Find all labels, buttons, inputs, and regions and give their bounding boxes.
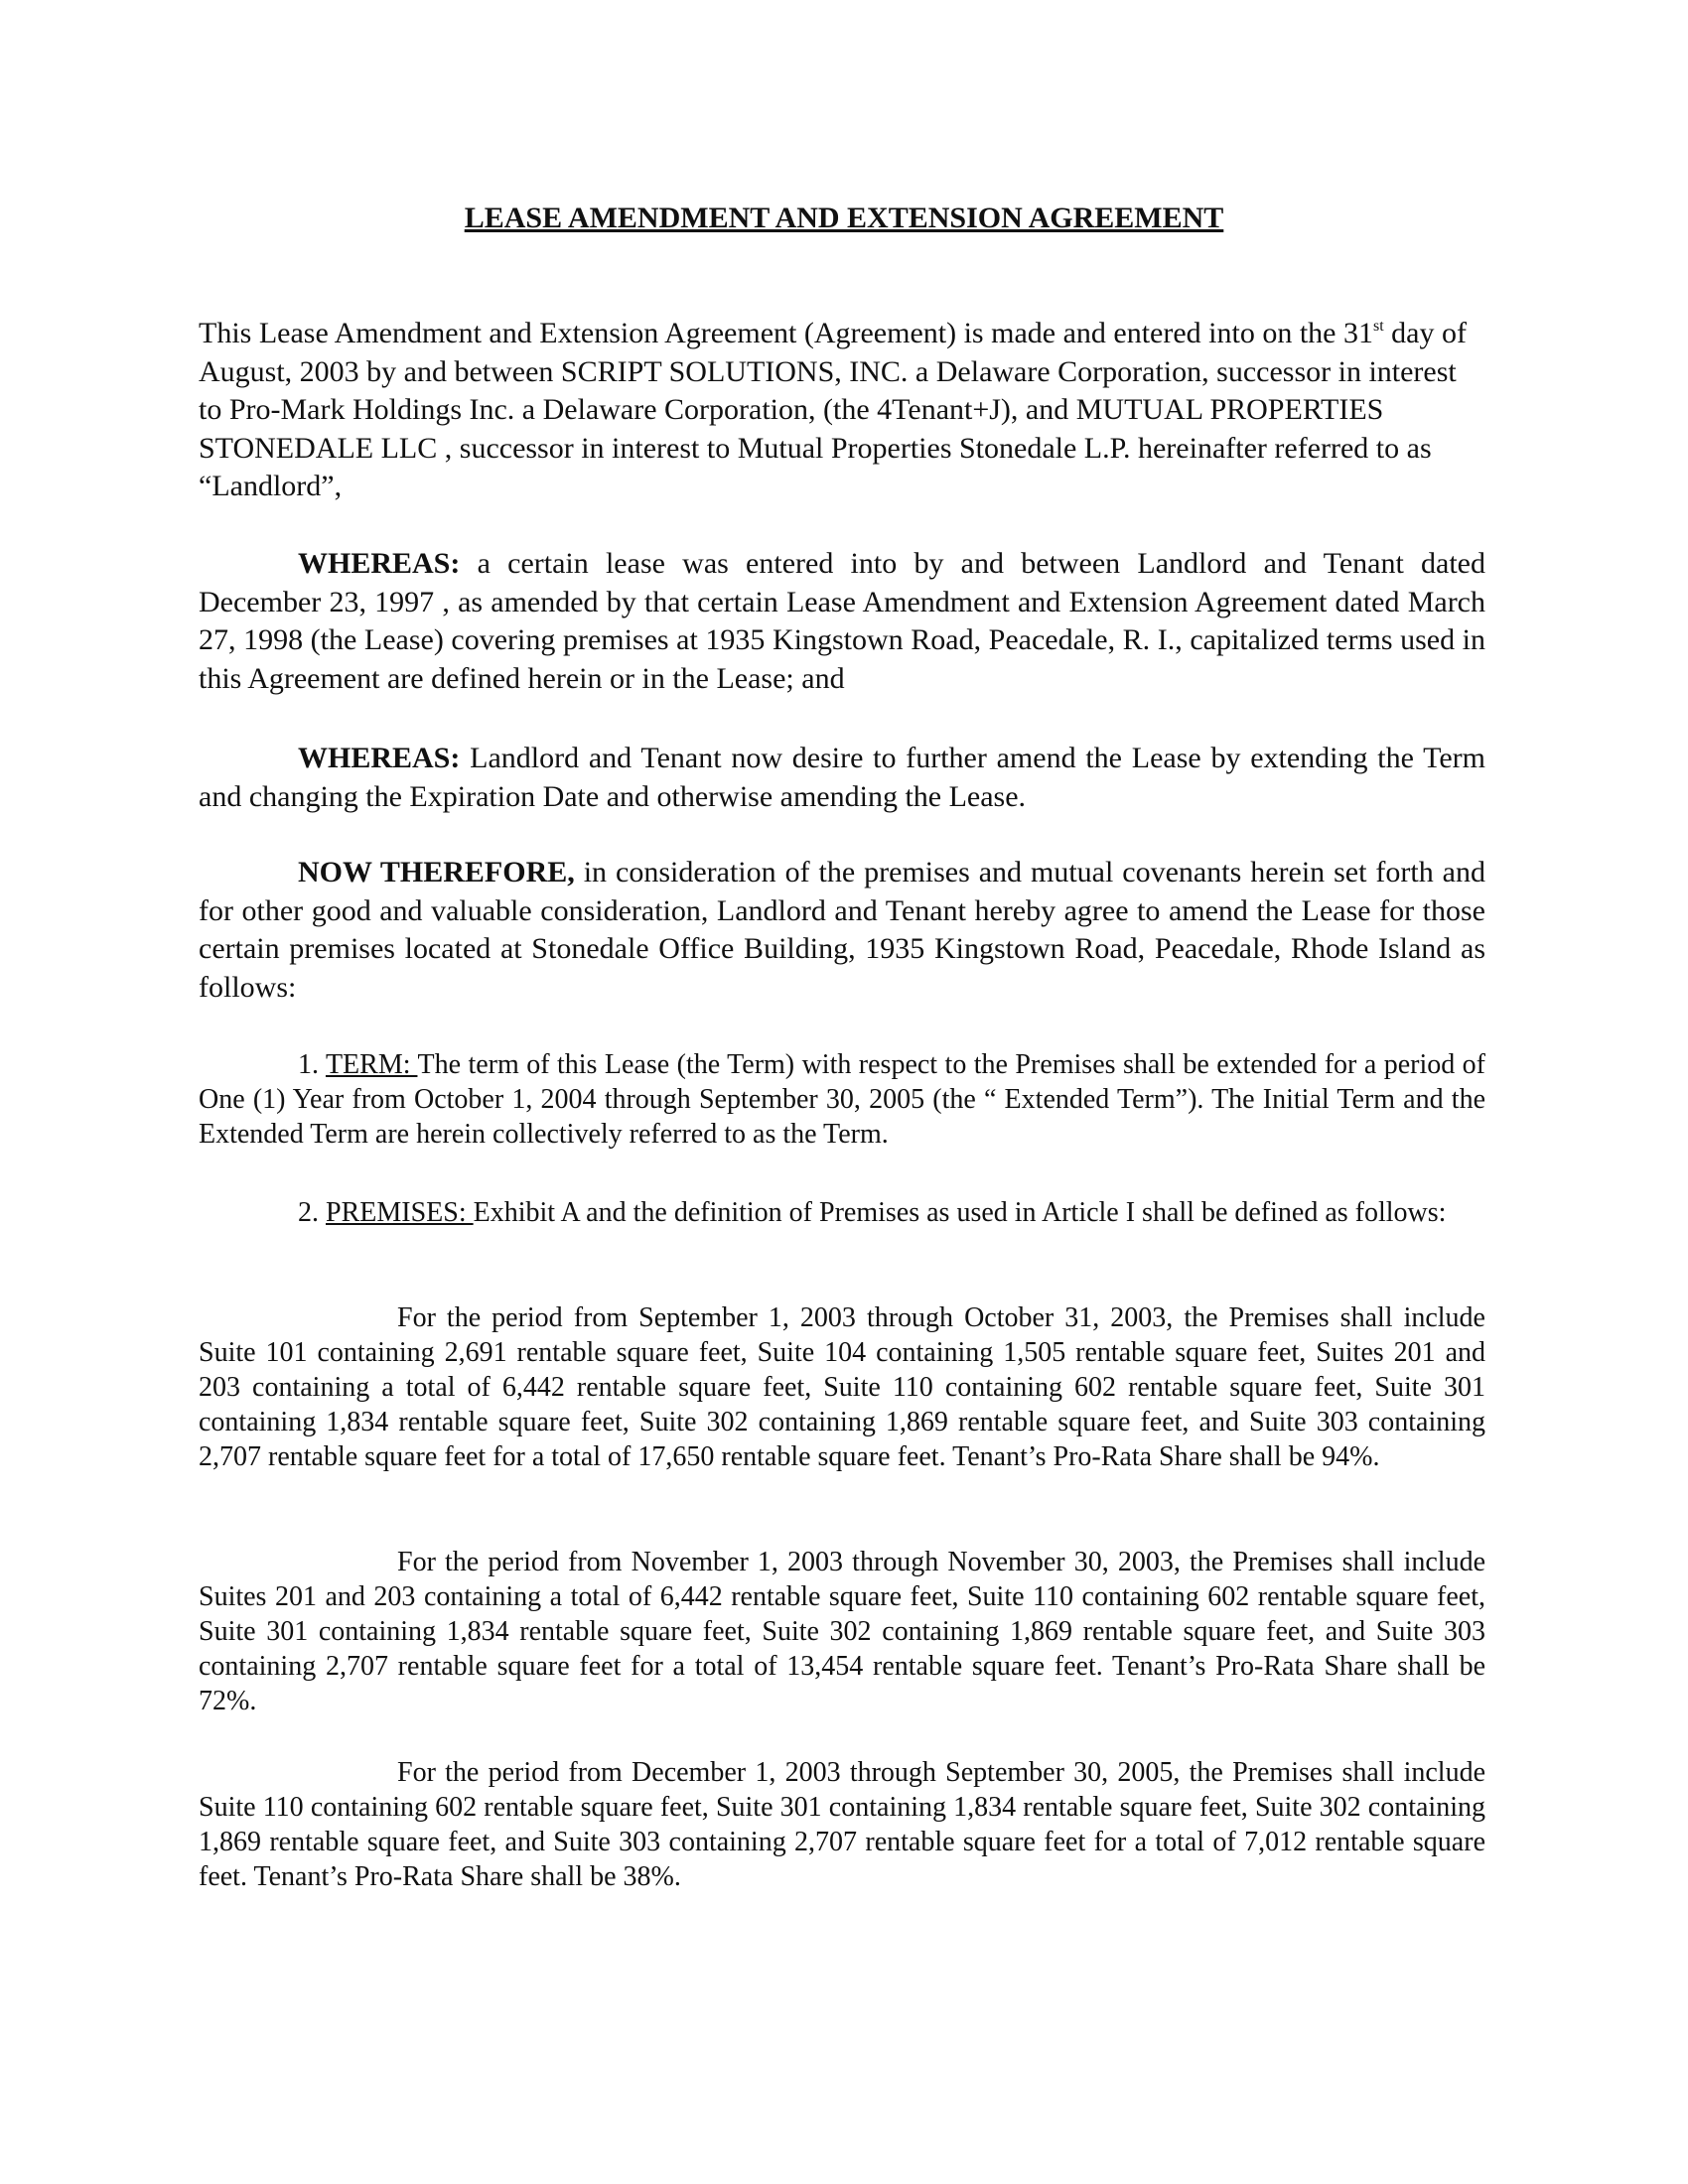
intro-paragraph bbox=[199, 315, 1485, 506]
term-section bbox=[199, 1047, 1485, 1152]
whereas-2-text: Landlord and Tenant now desire to further amend the Lease by extending the Term and changing the Expiration Date and otherwise amending the Lease. bbox=[199, 742, 1485, 813]
term-number: 1. bbox=[298, 1049, 326, 1080]
term-text: The term of this Lease (the Term) with respect to the Premises shall be extended for a period of One (1) Year from October 1, 2004 through September 30, 2005 (the “ Extended Term”). The Initial Term and the Extended Term are herein collectively referred to as the Term. bbox=[199, 1049, 1486, 1150]
premises-period-1: For the period from September 1, 2003 through October 31, 2003, the Premises shall include Suite 101 containing 2,691 rentable square feet, Suite 104 containing 1,505 rentable square feet, Suites 201 and 203 containing a total of 6,442 rentable square feet, Suite 110 containing 602 rentable square feet, Suite 301 containing 1,834 rentable square feet, Suite 302 containing 1,869 rentable square feet, and Suite 303 containing 2,707 rentable square feet for a total of 17,650 rentable square feet. Tenant’s Pro-Rata Share shall be 94%. bbox=[199, 1302, 1485, 1472]
intro-ordinal-suffix: st bbox=[1372, 318, 1384, 335]
whereas-1-text: a certain lease was entered into by and between Landlord and Tenant dated December 23, 1997 , as amended by that certain Lease Amendment and Extension Agreement dated March 27, 1998 (the Lease) covering premises at 1935 Kingstown Road, Peacedale, R. I., capitalized terms used in this Agreement are defined herein or in the Lease; and bbox=[199, 547, 1485, 695]
now-therefore-text: in consideration of the premises and mutual covenants herein set forth and for other good and valuable consideration, Landlord and Tenant hereby agree to amend the Lease for those certain premises located at Stonedale Office Building, 1935 Kingstown Road, Peacedale, Rhode Island as follows: bbox=[199, 856, 1485, 1004]
now-therefore-lead: NOW THEREFORE, bbox=[298, 856, 575, 888]
term-heading: TERM: bbox=[325, 1049, 418, 1080]
whereas-paragraph-2 bbox=[199, 740, 1485, 816]
premises-period-3: For the period from December 1, 2003 through September 30, 2005, the Premises shall include Suite 110 containing 602 rentable square feet, Suite 301 containing 1,834 rentable square feet, Suite 302 containing 1,869 rentable square feet, and Suite 303 containing 2,707 rentable square feet for a total of 7,012 rentable square feet. Tenant’s Pro-Rata Share shall be 38%. bbox=[199, 1757, 1485, 1892]
intro-text-part2: day of August, 2003 by and between SCRIPT SOLUTIONS, INC. a Delaware Corporation, successor in interest to Pro-Mark Holdings Inc. a Delaware Corporation, (the 4Tenant+J), and MUTUAL PROPERTIES STONEDALE LLC , successor in interest to Mutual Properties Stonedale L.P. hereinafter referred to as “Landlord”, bbox=[199, 317, 1467, 502]
document-title-text: LEASE AMENDMENT AND EXTENSION AGREEMENT bbox=[464, 202, 1224, 234]
premises-section bbox=[199, 1195, 1485, 1230]
whereas-2-lead: WHEREAS: bbox=[298, 742, 461, 774]
premises-number: 2. bbox=[298, 1197, 326, 1228]
premises-text: Exhibit A and the definition of Premises as used in Article I shall be defined as follows: bbox=[473, 1197, 1447, 1228]
now-therefore-paragraph bbox=[199, 854, 1485, 1007]
whereas-1-lead: WHEREAS: bbox=[298, 547, 461, 580]
premises-period-2: For the period from November 1, 2003 through November 30, 2003, the Premises shall include Suites 201 and 203 containing a total of 6,442 rentable square feet, Suite 110 containing 602 rentable square feet, Suite 301 containing 1,834 rentable square feet, Suite 302 containing 1,869 rentable square feet, and Suite 303 containing 2,707 rentable square feet for a total of 13,454 rentable square feet. Tenant’s Pro-Rata Share shall be 72%. bbox=[199, 1547, 1485, 1716]
premises-heading: PREMISES: bbox=[326, 1197, 474, 1228]
whereas-paragraph-1 bbox=[199, 545, 1485, 698]
document-title bbox=[0, 199, 1688, 238]
intro-text-part1: This Lease Amendment and Extension Agreement (Agreement) is made and entered into on the 31 bbox=[199, 317, 1373, 349]
